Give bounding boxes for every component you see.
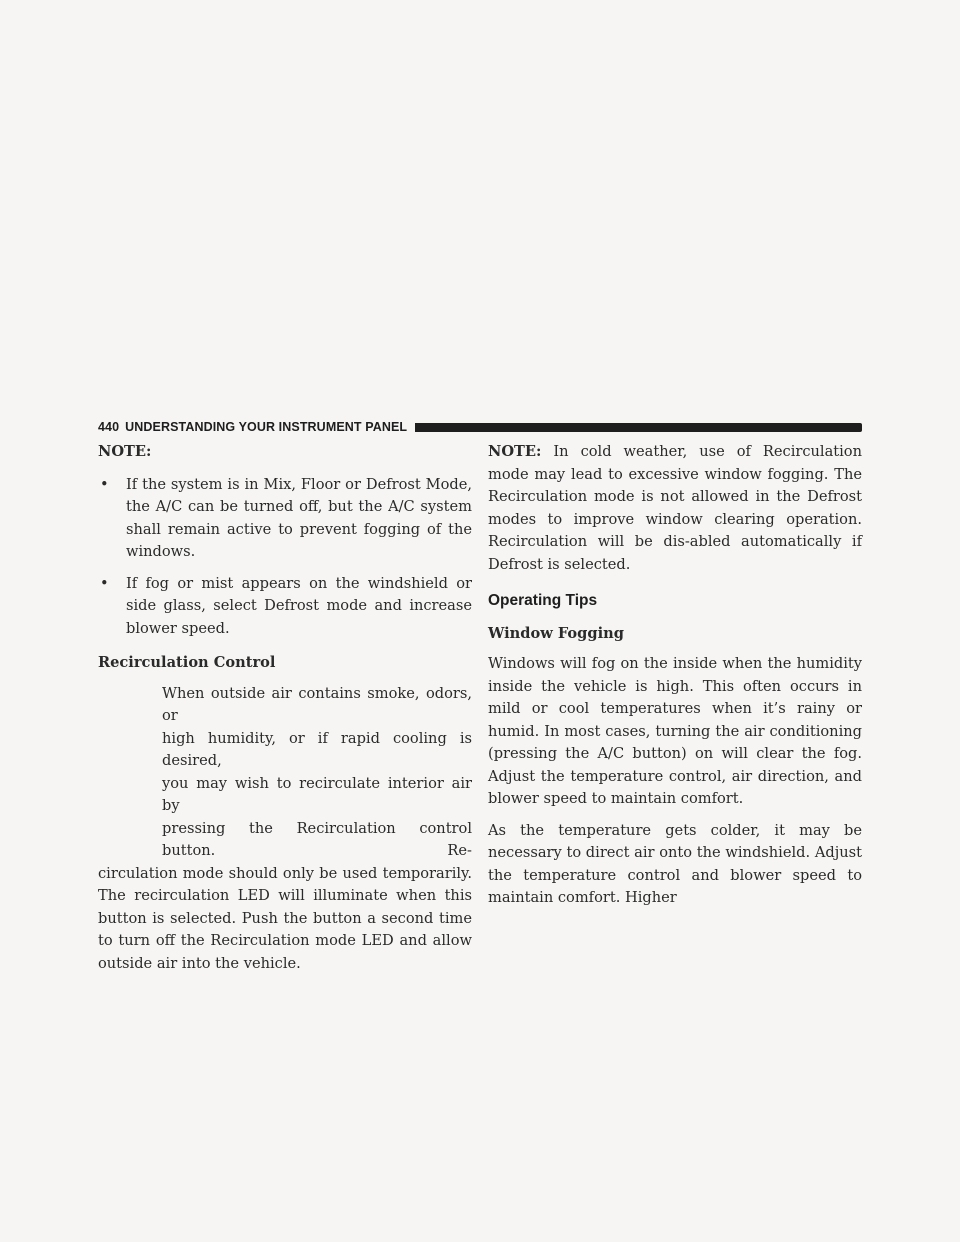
list-item	[98, 573, 472, 641]
header-rule	[415, 423, 862, 432]
text-line: you may wish to recirculate interior air by	[162, 774, 472, 814]
page-number: 440	[98, 420, 120, 434]
bullet-icon: •	[100, 475, 109, 493]
text-line: high humidity, or if rapid cooling is desired,	[162, 729, 472, 769]
note-text: In cold weather, use of Recirculation mode may lead to excessive window fogging. The Recirculation mode is not allowed in the Defrost modes to improve window clearing operation. Recirculation will be dis-abled automatically if Defrost is selected.	[488, 443, 862, 573]
page-header-title: UNDERSTANDING YOUR INSTRUMENT PANEL	[125, 420, 408, 434]
right-column	[488, 441, 862, 919]
recirculation-body: circulation mode should only be used temporarily. The recirculation LED will illuminate when this button is selected. Push the button a second time to turn off the Recirculation mode LED and allow outside air into the vehicle.	[98, 864, 472, 972]
text-line: pressing the Recirculation control button. Re-	[162, 819, 472, 859]
window-fogging-heading: Window Fogging	[488, 624, 624, 642]
left-column	[98, 441, 472, 975]
recirculation-icon-wrap-text	[98, 683, 472, 863]
text-line: When outside air contains smoke, odors, or	[162, 684, 472, 724]
section-heading: Operating Tips	[488, 592, 598, 609]
note-paragraph	[488, 441, 862, 576]
note-label: NOTE:	[488, 443, 542, 460]
page-header	[98, 419, 862, 435]
recirculation-heading: Recirculation Control	[98, 654, 276, 671]
body-paragraph: As the temperature gets colder, it may be necessary to direct air onto the windshield. Adjust the temperature control and blower speed to maintain comfort. Higher	[488, 821, 862, 906]
note-label: NOTE:	[98, 443, 152, 460]
list-item	[98, 474, 472, 564]
bullet-icon: •	[100, 574, 109, 592]
bullet-text: If the system is in Mix, Floor or Defrost Mode, the A/C can be turned off, but the A/C system shall remain active to prevent fogging of the windows.	[126, 475, 472, 560]
body-paragraph: Windows will fog on the inside when the humidity inside the vehicle is high. This often occurs in mild or cool temperatures when it’s rainy or humid. In most cases, turning the air conditioning (pressing the A/C button) on will clear the fog. Adjust the temperature control, air direction, and blower speed to maintain comfort.	[488, 655, 862, 807]
bullet-text: If fog or mist appears on the windshield or side glass, select Defrost mode and increase blower speed.	[126, 574, 472, 637]
